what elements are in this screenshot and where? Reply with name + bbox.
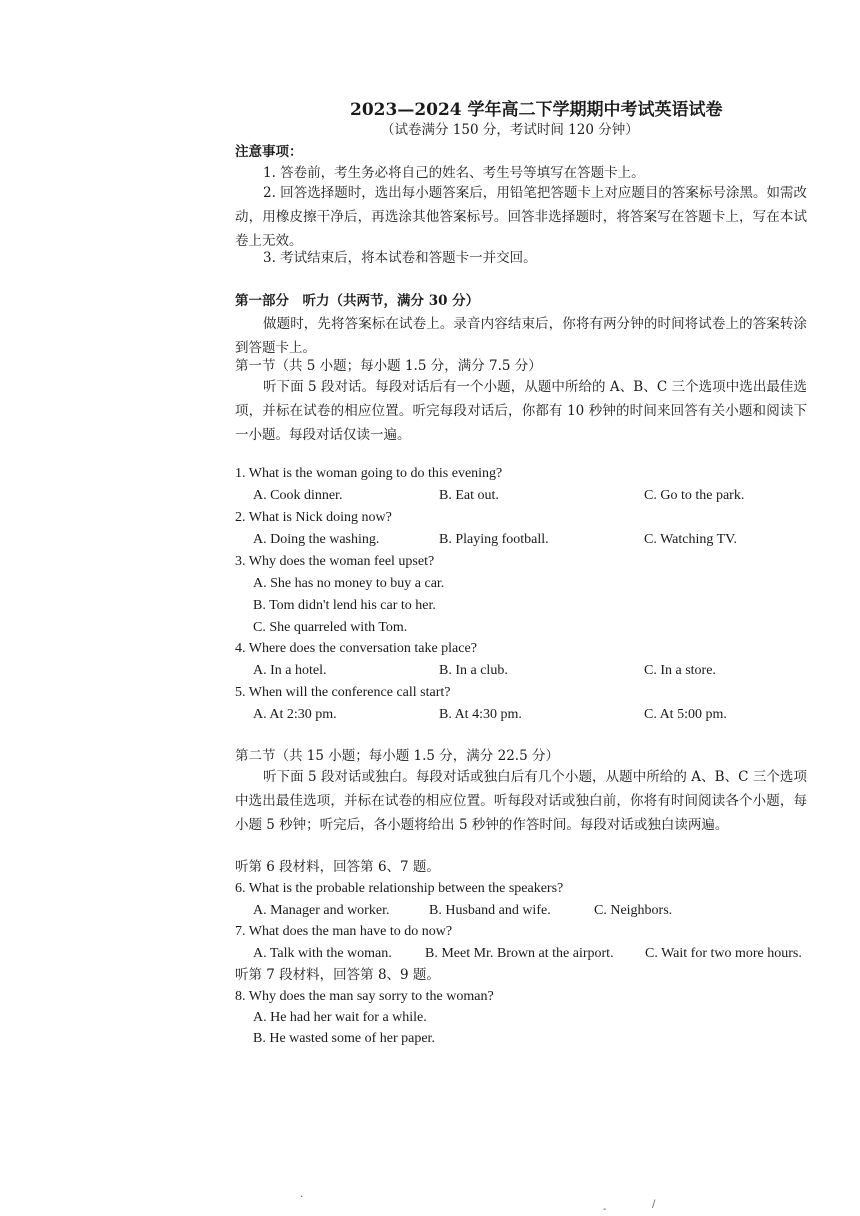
exam-title: 2023—2024 学年高二下学期期中考试英语试卷 [350, 100, 723, 120]
option-b: B. Tom didn't lend his car to her. [253, 598, 436, 613]
material7-heading: 听第 7 段材料，回答第 8、9 题。 [235, 967, 440, 983]
question-text: 2. What is Nick doing now? [235, 510, 392, 525]
scan-speck: · [300, 1192, 304, 1203]
option-b: B. He wasted some of her paper. [253, 1031, 435, 1046]
notice-item-2: 2. 回答选择题时，选出每小题答案后，用铅笔把答题卡上对应题目的答案标号涂黑。如需改动，用橡皮擦干净后，再选涂其他答案标号。回答非选择题时，将答案写在答题卡上，写在本试卷上无效。 [235, 185, 807, 249]
option-c: C. In a store. [644, 663, 716, 678]
question-text: 4. Where does the conversation take place? [235, 641, 477, 656]
notice-item-1: 1. 答卷前，考生务必将自己的姓名、考生号等填写在答题卡上。 [263, 165, 645, 181]
option-a: A. Cook dinner. [253, 488, 343, 503]
question-text: 3. Why does the woman feel upset? [235, 554, 435, 569]
part1-heading: 第一部分 听力（共两节，满分 30 分） [235, 293, 480, 309]
option-c: C. Watching TV. [644, 532, 737, 547]
notice-heading: 注意事项： [235, 144, 303, 160]
question-text: 1. What is the woman going to do this evening? [235, 466, 503, 481]
question-text: 7. What does the man have to do now? [235, 924, 453, 939]
option-a: A. Talk with the woman. [253, 946, 392, 961]
option-a: A. Manager and worker. [253, 903, 390, 918]
scan-speck: / [652, 1199, 656, 1210]
option-a: A. Doing the washing. [253, 532, 380, 547]
exam-subtitle: （试卷满分 150 分，考试时间 120 分钟） [381, 122, 639, 138]
option-b: B. In a club. [439, 663, 508, 678]
option-c: C. Go to the park. [644, 488, 745, 503]
section2-instructions: 听下面 5 段对话或独白。每段对话或独白后有几个小题，从题中所给的 A、B、C 三个选项中选出最佳选项，并标在试卷的相应位置。听每段对话或独白前，你将有时间阅读各个小题，每小题 5 秒钟；听完后，各小题将给出 5 秒钟的作答时间。每段对话或独白读两遍。 [235, 769, 807, 833]
section2-heading: 第二节（共 15 小题；每小题 1.5 分，满分 22.5 分） [235, 748, 559, 764]
option-c: C. Wait for two more hours. [645, 946, 802, 961]
option-b: B. Playing football. [439, 532, 549, 547]
section1-heading: 第一节（共 5 小题；每小题 1.5 分，满分 7.5 分） [235, 358, 542, 374]
option-c: C. She quarreled with Tom. [253, 620, 408, 635]
question-text: 8. Why does the man say sorry to the woman? [235, 989, 494, 1004]
option-c: C. At 5:00 pm. [644, 707, 727, 722]
option-b: B. Meet Mr. Brown at the airport. [425, 946, 614, 961]
option-a: A. In a hotel. [253, 663, 327, 678]
option-c: C. Neighbors. [594, 903, 673, 918]
option-a: A. She has no money to buy a car. [253, 576, 445, 591]
part1-intro: 做题时，先将答案标在试卷上。录音内容结束后，你将有两分钟的时间将试卷上的答案转涂到答题卡上。 [235, 316, 807, 356]
question-text: 6. What is the probable relationship between the speakers? [235, 881, 564, 896]
notice-item-3: 3. 考试结束后，将本试卷和答题卡一并交回。 [263, 250, 537, 266]
scan-speck: - [603, 1204, 607, 1215]
option-a: A. He had her wait for a while. [253, 1010, 427, 1025]
material6-heading: 听第 6 段材料，回答第 6、7 题。 [235, 859, 440, 875]
option-b: B. Eat out. [439, 488, 499, 503]
section1-instructions: 听下面 5 段对话。每段对话后有一个小题，从题中所给的 A、B、C 三个选项中选出最佳选项，并标在试卷的相应位置。听完每段对话后，你都有 10 秒钟的时间来回答有关小题和阅读下一小题。每段对话仅读一遍。 [235, 379, 807, 443]
option-b: B. Husband and wife. [429, 903, 551, 918]
option-b: B. At 4:30 pm. [439, 707, 522, 722]
option-a: A. At 2:30 pm. [253, 707, 337, 722]
question-text: 5. When will the conference call start? [235, 685, 451, 700]
